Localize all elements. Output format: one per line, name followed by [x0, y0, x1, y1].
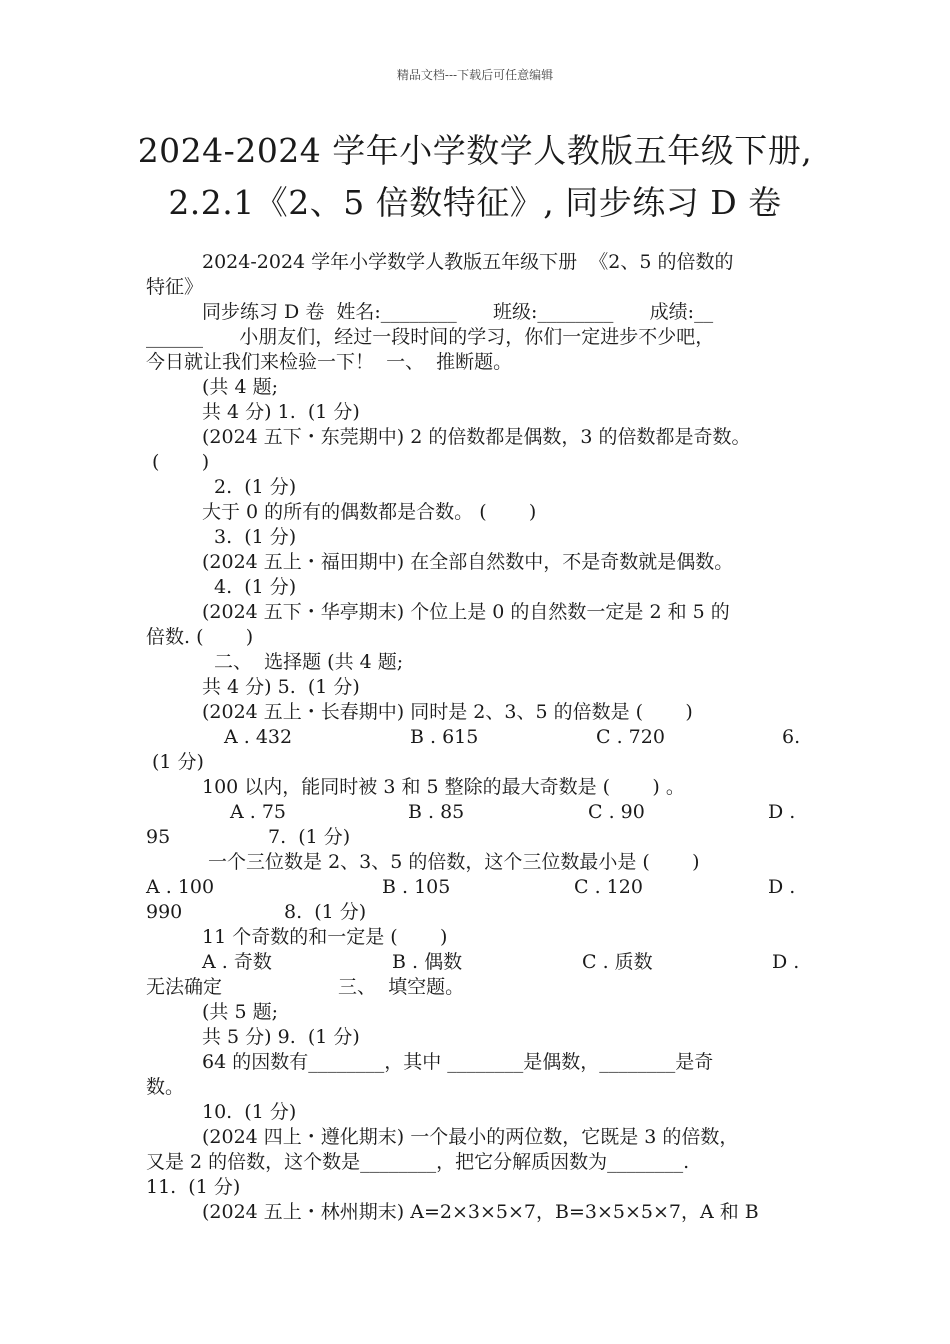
document-title-line-2: 2.2.1《2、5 倍数特征》, 同步练习 D 卷	[168, 183, 782, 222]
option-a: A . 432	[224, 726, 293, 748]
question-text: (2024 五下・华亭期末) 个位上是 0 的自然数一定是 2 和 5 的	[202, 601, 730, 623]
option-a: A . 奇数	[202, 951, 272, 973]
option-d-value: 95	[146, 826, 171, 848]
option-c: C . 90	[588, 801, 645, 823]
text-line: (共 5 题;	[202, 1001, 278, 1023]
option-b: B . 615	[410, 726, 479, 748]
question-text: 大于 0 的所有的偶数都是合数。 ( )	[202, 501, 537, 523]
option-c: C . 质数	[582, 951, 653, 973]
question-text: (2024 五上・福田期中) 在全部自然数中，不是奇数就是偶数。	[202, 551, 734, 573]
question-text: (2024 五上・长春期中) 同时是 2、3、5 的倍数是 ( )	[202, 701, 693, 723]
question-text: (2024 五下・东莞期中) 2 的倍数都是偶数，3 的倍数都是奇数。	[202, 426, 751, 448]
question-text: 一个三位数是 2、3、5 的倍数，这个三位数最小是 ( )	[202, 851, 700, 873]
option-d-value: 无法确定	[146, 976, 223, 998]
option-d-value: 990	[146, 901, 183, 923]
text-line: 共 5 分) 9. (1 分)	[202, 1026, 360, 1048]
option-b: B . 85	[408, 801, 465, 823]
question-number: 2. (1 分)	[208, 476, 297, 498]
text-line: 特征》	[146, 276, 204, 298]
question-number: 6.	[782, 726, 801, 748]
question-text: 又是 2 的倍数，这个数是________，把它分解质因数为________.	[146, 1151, 690, 1173]
option-c: C . 720	[596, 726, 665, 748]
question-text: (2024 四上・遵化期末) 一个最小的两位数，它既是 3 的倍数，	[202, 1126, 739, 1148]
section-heading: 二、 选择题 (共 4 题;	[208, 651, 404, 673]
document-title-line-1: 2024-2024 学年小学数学人教版五年级下册,	[137, 131, 813, 170]
option-c: C . 120	[574, 876, 643, 898]
text-line: 共 4 分) 5. (1 分)	[202, 676, 360, 698]
question-text: 100 以内，能同时被 3 和 5 整除的最大奇数是 ( ) 。	[202, 776, 685, 798]
question-text: (2024 五上・林州期末) A=2×3×5×7，B=3×5×5×7，A 和 B	[202, 1201, 759, 1223]
question-number: 10. (1 分)	[202, 1101, 297, 1123]
option-d: D .	[768, 801, 796, 823]
question-number: 11. (1 分)	[146, 1176, 241, 1198]
question-number: 7. (1 分)	[268, 826, 351, 848]
question-score: (1 分)	[152, 751, 204, 773]
question-number: 4. (1 分)	[208, 576, 297, 598]
option-d: D .	[772, 951, 800, 973]
section-heading: 三、 填空题。	[338, 976, 465, 998]
page-header: 精品文档---下载后可任意编辑	[396, 68, 554, 82]
text-line: (共 4 题;	[202, 376, 278, 398]
question-text: 64 的因数有________，其中 ________是偶数，________是奇	[202, 1051, 714, 1073]
text-line: 共 4 分) 1. (1 分)	[202, 401, 360, 423]
text-line: 2024-2024 学年小学数学人教版五年级下册 《2、5 的倍数的	[202, 251, 734, 273]
option-a: A . 100	[146, 876, 215, 898]
question-text: 数。	[146, 1076, 185, 1098]
option-b: B . 105	[382, 876, 451, 898]
option-a: A . 75	[230, 801, 287, 823]
question-text: 11 个奇数的和一定是 ( )	[202, 926, 448, 948]
answer-blank: ( )	[152, 451, 210, 473]
question-text: 倍数. ( )	[146, 626, 254, 648]
option-d: D .	[768, 876, 796, 898]
option-b: B . 偶数	[392, 951, 463, 973]
text-line: ______ 小朋友们，经过一段时间的学习，你们一定进步不少吧，	[146, 326, 715, 348]
text-line: 今日就让我们来检验一下！ 一、 推断题。	[146, 351, 513, 373]
question-number: 8. (1 分)	[284, 901, 367, 923]
question-number: 3. (1 分)	[208, 526, 297, 548]
text-line: 同步练习 D 卷 姓名:________ 班级:________ 成绩:__	[202, 301, 714, 323]
